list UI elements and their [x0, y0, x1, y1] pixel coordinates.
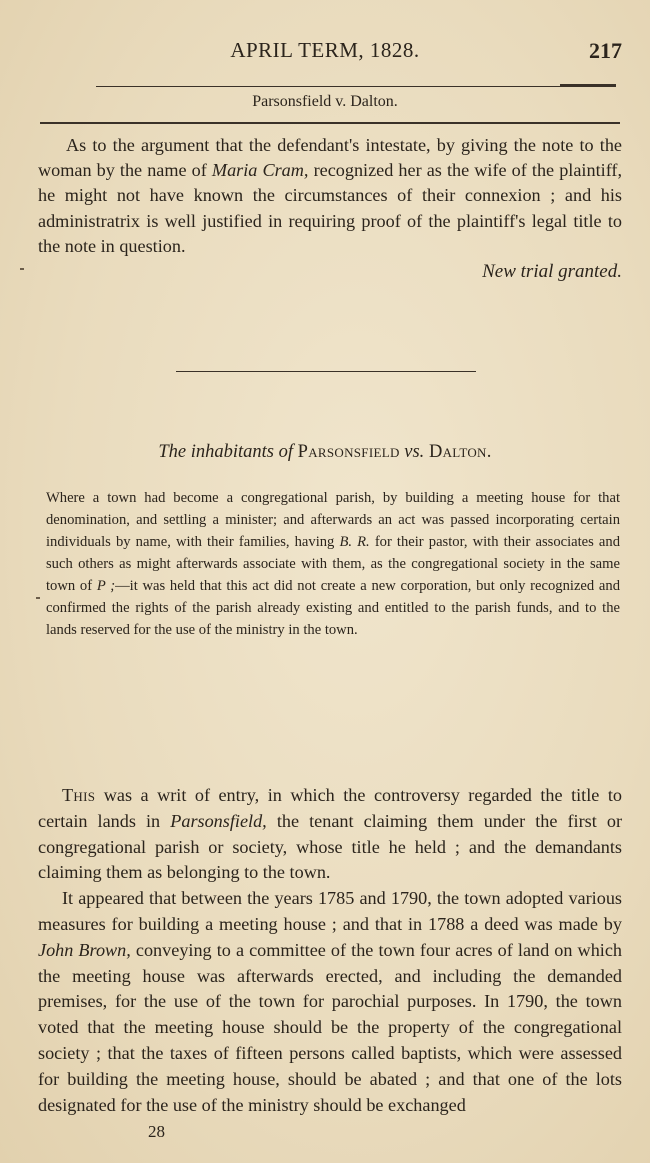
top-rule-thin	[96, 86, 616, 87]
margin-mark	[20, 268, 24, 270]
p1-italic: Parsonsfield,	[170, 810, 267, 831]
p2-part-1: It appeared that between the years 1785 and 1790, the town adopted various measures for building a meeting house ; and that in 1788 a deed was made by	[38, 888, 622, 934]
previous-case-paragraph	[38, 133, 622, 284]
section-divider	[176, 371, 476, 372]
margin-mark	[36, 597, 40, 599]
page-number: 217	[589, 38, 622, 63]
case-title-vs: vs.	[404, 442, 425, 462]
headnote-italic-1: B. R.	[339, 534, 370, 550]
case-header: Parsonsfield v. Dalton.	[252, 93, 398, 110]
headnote-italic-2: P ;	[96, 578, 116, 594]
top-rule-right-accent	[560, 84, 616, 86]
case-header-rule	[40, 122, 620, 124]
case-party-1: Parsonsfield	[297, 442, 400, 462]
p1-part-1: was a writ of entry, in which the controversy regarded the title to certain lands in	[38, 785, 622, 831]
p2-italic: John Brown,	[38, 939, 131, 960]
case-title	[0, 442, 650, 463]
main-paragraph-1	[38, 783, 622, 886]
first-word: This	[62, 785, 96, 805]
prev-text-after: recognized her as the wife of the plaintiff, he might not have known the circumstances of their connexion ; and his administratrix is well justified in requiring proof of the plaintiff's legal title to the note in question.	[38, 160, 623, 256]
headnote-part-2: for their pastor, with their associates and such others as might afterwards associate with them, as the congregational society in the same town of	[46, 534, 620, 594]
headnote-part-1: Where a town had become a congregational parish, by building a meeting house for that denomination, and settling a minister; and afterwards an act was passed incorporating certain individuals by name, with their families, having	[46, 490, 620, 550]
headnote-part-3: —it was held that this act did not create a new corporation, but only recognized and confirmed the rights of the parish already existing and entitled to the parish funds, and to the lands reserved for the use of the ministry in the town.	[46, 578, 620, 638]
disposition: New trial granted.	[482, 261, 622, 283]
prev-italic-name: Maria Cram,	[211, 160, 309, 181]
headnote-text	[46, 487, 620, 641]
running-head	[0, 38, 650, 72]
headnote	[46, 487, 620, 641]
signature-mark: 28	[148, 1122, 165, 1141]
running-head-title: APRIL TERM, 1828.	[230, 38, 420, 62]
previous-case-text	[38, 133, 622, 259]
case-title-italic: The inhabitants of	[158, 442, 293, 462]
p2-part-2: conveying to a committee of the town four acres of land on which the meeting house was afterwards erected, and including the demanded premises, for the use of the town for parochial purposes. In 1790, the town voted that the meeting house should be the property of the congregational society ; that the taxes of fifteen persons called baptists, which were assessed for building the meeting house, should be abated ; and that one of the lots designated for the use of the ministry should be exchanged	[38, 939, 623, 1115]
main-paragraph-2	[38, 886, 622, 1118]
main-text	[38, 783, 622, 1118]
prev-text-before: As to the argument that the defendant's intestate, by giving the note to the woman by the name of	[38, 135, 622, 181]
case-party-2: Dalton.	[428, 442, 492, 462]
p1-part-2: the tenant claiming them under the first or congregational parish or society, whose title he held ; and the demandants claiming them as belonging to the town.	[38, 810, 623, 883]
